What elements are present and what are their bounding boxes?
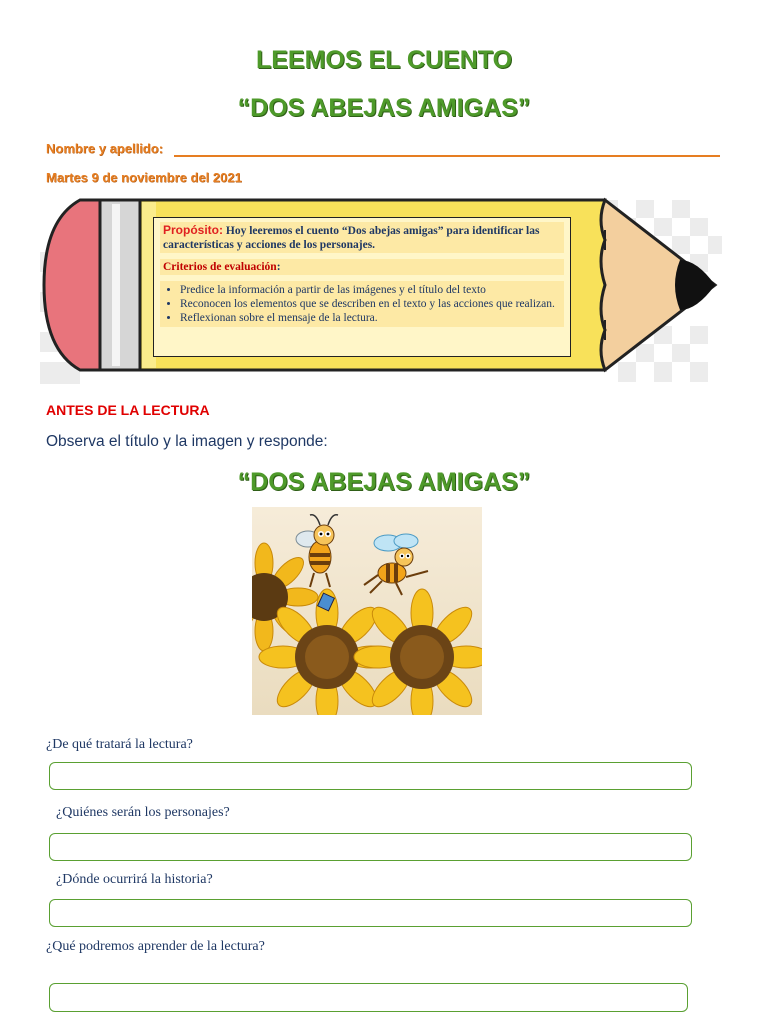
answer-field-3[interactable]: [49, 899, 692, 927]
purpose-text: Hoy leeremos el cuento “Dos abejas amigas” para identificar las características y acciones de los personajes.: [163, 225, 540, 251]
answer-field-2[interactable]: [49, 833, 692, 861]
section-title: ANTES DE LA LECTURA: [46, 402, 210, 418]
answer-field-1[interactable]: [49, 762, 692, 790]
criteria-label: Criterios de evaluación: [163, 261, 277, 273]
question-4: ¿Qué podremos aprender de la lectura?: [46, 939, 265, 954]
purpose-label: Propósito:: [163, 223, 223, 237]
instruction-text: Observa el título y la imagen y responde:: [46, 433, 328, 450]
question-3: ¿Dónde ocurrirá la historia?: [56, 872, 213, 887]
criteria-colon: :: [276, 261, 281, 273]
purpose-box: [153, 217, 571, 357]
bees-sunflowers-illustration-icon: [252, 507, 482, 715]
criteria-item: • Reconocen los elementos que se describen en el texto y las acciones que realizan.: [180, 297, 561, 311]
page-title: LEEMOS EL CUENTO: [255, 46, 513, 74]
story-title: “DOS ABEJAS AMIGAS”: [237, 468, 531, 496]
name-line: [174, 155, 720, 157]
criteria-item: • Reflexionan sobre el mensaje de la lectura.: [180, 311, 561, 325]
name-label: Nombre y apellido:: [46, 141, 164, 156]
date-label: Martes 9 de noviembre del 2021: [46, 170, 242, 185]
question-2: ¿Quiénes serán los personajes?: [56, 805, 230, 820]
question-1: ¿De qué tratará la lectura?: [46, 737, 193, 752]
criteria-item: • Predice la información a partir de las imágenes y el título del texto: [180, 283, 561, 297]
page-subtitle: “DOS ABEJAS AMIGAS”: [237, 94, 531, 122]
criteria-band: [160, 259, 564, 275]
criteria-list: [160, 281, 564, 327]
answer-field-4[interactable]: [49, 983, 688, 1012]
purpose-band: [160, 222, 564, 253]
